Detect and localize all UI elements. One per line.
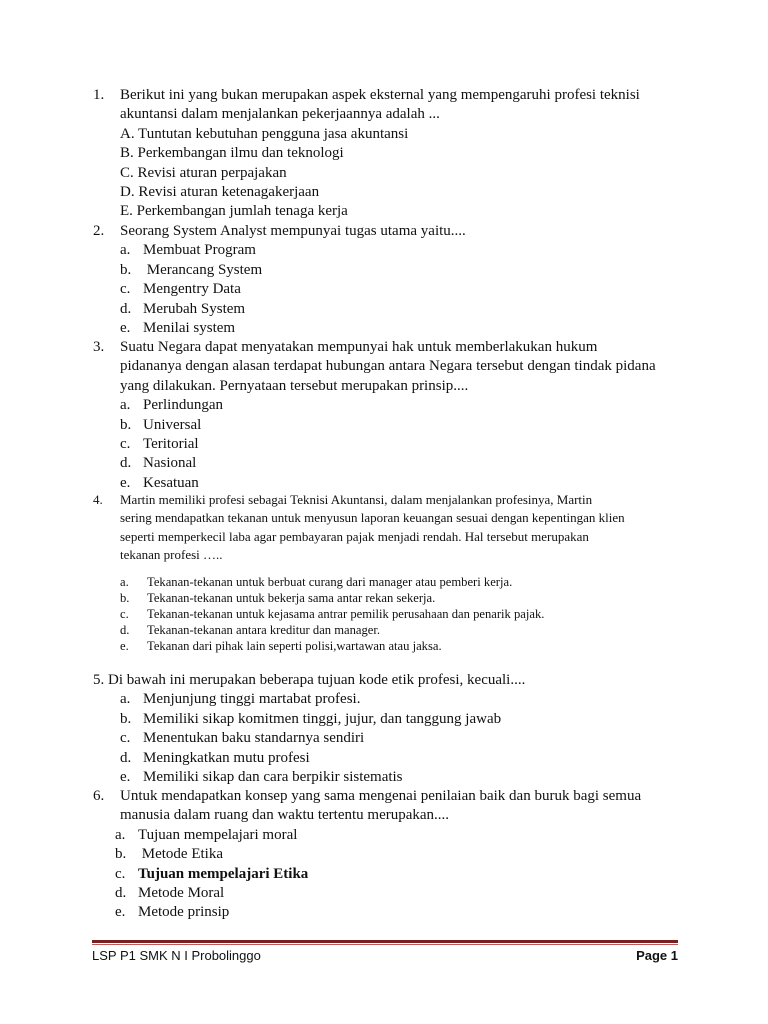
option-text: Metode prinsip <box>138 904 230 921</box>
option-text: Merancang System <box>143 261 263 278</box>
question-3 <box>93 338 693 493</box>
answer-option-c <box>93 606 693 622</box>
option-text: Menilai system <box>143 320 236 337</box>
answer-option-b <box>115 845 693 864</box>
option-text: Membuat Program <box>143 242 256 259</box>
option-text: Menjunjung tinggi martabat profesi. <box>143 691 361 708</box>
option-letter: b. <box>120 710 132 727</box>
question-4-options <box>93 574 693 654</box>
question-text-line: Untuk mendapatkan konsep yang sama mengenai penilaian baik dan buruk bagi semua <box>120 788 642 804</box>
option-text: Memiliki sikap dan cara berpikir sistematis <box>143 769 403 786</box>
question-number: 1. <box>93 87 105 103</box>
answer-option-e <box>120 319 693 338</box>
option-text: Tekanan-tekanan untuk berbuat curang dari manager atau pemberi kerja. <box>147 575 513 589</box>
answer-option-a <box>120 241 693 260</box>
option-letter: e. <box>115 904 126 921</box>
answer-option-b: B. Perkembangan ilmu dan teknologi <box>120 145 344 162</box>
question-text: Di bawah ini merupakan beberapa tujuan kode etik profesi, kecuali.... <box>108 672 526 688</box>
option-letter: a. <box>120 242 131 259</box>
option-text: Tekanan-tekanan untuk bekerja sama antar rekan sekerja. <box>147 591 436 605</box>
option-text: Mengentry Data <box>143 281 241 298</box>
answer-option-a <box>120 396 693 415</box>
question-5 <box>93 671 693 787</box>
option-letter: b. <box>120 261 132 278</box>
option-text-highlighted: Tujuan mempelajari Etika <box>138 865 309 882</box>
question-number: 4. <box>93 492 103 507</box>
answer-option-d <box>93 622 693 638</box>
answer-option-e: E. Perkembangan jumlah tenaga kerja <box>120 203 348 220</box>
option-letter: d. <box>120 623 130 637</box>
question-text-line: Berikut ini yang bukan merupakan aspek eksternal yang mempengaruhi profesi teknisi <box>120 87 640 103</box>
option-text: Universal <box>143 416 202 433</box>
option-letter: e. <box>120 769 131 786</box>
answer-option-c <box>120 729 693 748</box>
option-text: Meningkatkan mutu profesi <box>143 749 310 766</box>
answer-option-a <box>120 690 693 709</box>
option-letter: e. <box>120 320 131 337</box>
question-1 <box>93 86 693 222</box>
option-text: Perlindungan <box>143 397 223 414</box>
option-letter: b. <box>115 846 127 863</box>
answer-option-e <box>120 768 693 787</box>
option-text: Kesatuan <box>143 474 199 491</box>
option-text: Metode Etika <box>138 846 223 863</box>
answer-option-c <box>115 865 693 884</box>
question-number: 6. <box>93 788 105 804</box>
answer-option-d <box>120 454 693 473</box>
option-letter: d. <box>120 455 132 472</box>
option-text: Nasional <box>143 455 197 472</box>
footer-rule-thick <box>92 940 678 943</box>
answer-option-d <box>115 884 693 903</box>
question-number: 3. <box>93 339 105 355</box>
question-text-line: sering mendapatkan tekanan untuk menyusun laporan keuangan sesuai dengan kepentingan klien <box>120 510 625 526</box>
answer-option-c <box>120 435 693 454</box>
option-letter: b. <box>120 591 130 605</box>
footer-rule-thin <box>92 944 678 945</box>
option-text: Metode Moral <box>138 885 225 902</box>
question-text-line: akuntansi dalam menjalankan pekerjaannya adalah ... <box>120 106 440 123</box>
question-text-line <box>93 671 693 690</box>
question-number: 5. <box>93 672 105 688</box>
question-6 <box>93 787 693 923</box>
answer-option-b <box>120 710 693 729</box>
option-text: Tekanan dari pihak lain seperti polisi,wartawan atau jaksa. <box>147 639 442 653</box>
option-letter: c. <box>120 436 131 453</box>
option-letter: a. <box>120 397 131 414</box>
answer-option-a: A. Tuntutan kebutuhan pengguna jasa akuntansi <box>120 125 409 142</box>
option-letter: b. <box>120 416 132 433</box>
question-text-line: Suatu Negara dapat menyatakan mempunyai hak untuk memberlakukan hukum <box>120 339 598 355</box>
answer-option-c <box>120 280 693 299</box>
answer-option-a <box>93 574 693 590</box>
option-text: Tekanan-tekanan untuk kejasama antrar pemilik perusahaan dan penarik pajak. <box>147 607 545 621</box>
question-text-line: yang dilakukan. Pernyataan tersebut merupakan prinsip.... <box>120 377 469 394</box>
question-text-line: Seorang System Analyst mempunyai tugas utama yaitu.... <box>120 223 466 239</box>
question-2 <box>93 222 693 338</box>
answer-option-a <box>115 826 693 845</box>
option-letter: d. <box>120 749 132 766</box>
question-text-line: seperti memperkecil laba agar pembayaran pajak menjadi rendah. Hal tersebut merupakan <box>120 528 589 544</box>
footer-page-number: Page 1 <box>636 948 678 963</box>
option-letter: c. <box>120 281 131 298</box>
option-letter: a. <box>120 575 129 589</box>
option-letter: a. <box>120 691 131 708</box>
option-letter: c. <box>120 607 129 621</box>
question-number: 2. <box>93 223 105 239</box>
option-text: Tekanan-tekanan antara kreditur dan manager. <box>147 623 381 637</box>
option-text: Memiliki sikap komitmen tinggi, jujur, dan tanggung jawab <box>143 710 502 727</box>
answer-option-b <box>120 416 693 435</box>
answer-option-d <box>120 300 693 319</box>
option-text: Merubah System <box>143 300 246 317</box>
option-letter: a. <box>115 826 126 843</box>
answer-option-d <box>120 749 693 768</box>
answer-option-b <box>120 261 693 280</box>
option-letter: d. <box>120 300 132 317</box>
question-text-line: pidananya dengan alasan terdapat hubungan antara Negara tersebut dengan tindak pidana <box>120 358 656 375</box>
answer-option-d: D. Revisi aturan ketenagakerjaan <box>120 184 320 201</box>
option-text: Teritorial <box>143 436 199 453</box>
footer-school-label: LSP P1 SMK N I Probolinggo <box>92 948 261 963</box>
question-text-line: manusia dalam ruang dan waktu tertentu merupakan.... <box>120 807 450 824</box>
option-letter: c. <box>120 730 131 747</box>
option-text: Tujuan mempelajari moral <box>138 826 298 843</box>
question-text-line: tekanan profesi ….. <box>120 546 223 562</box>
option-letter: e. <box>120 639 129 653</box>
option-letter: e. <box>120 474 131 491</box>
answer-option-b <box>93 590 693 606</box>
option-letter: d. <box>115 885 127 902</box>
option-text: Menentukan baku standarnya sendiri <box>143 730 365 747</box>
question-4 <box>93 491 693 564</box>
question-text-line: Martin memiliki profesi sebagai Teknisi Akuntansi, dalam menjalankan profesinya, Martin <box>120 492 593 507</box>
option-letter: c. <box>115 865 126 882</box>
answer-option-e <box>93 638 693 654</box>
answer-option-e <box>115 903 693 922</box>
answer-option-c: C. Revisi aturan perpajakan <box>120 164 287 181</box>
